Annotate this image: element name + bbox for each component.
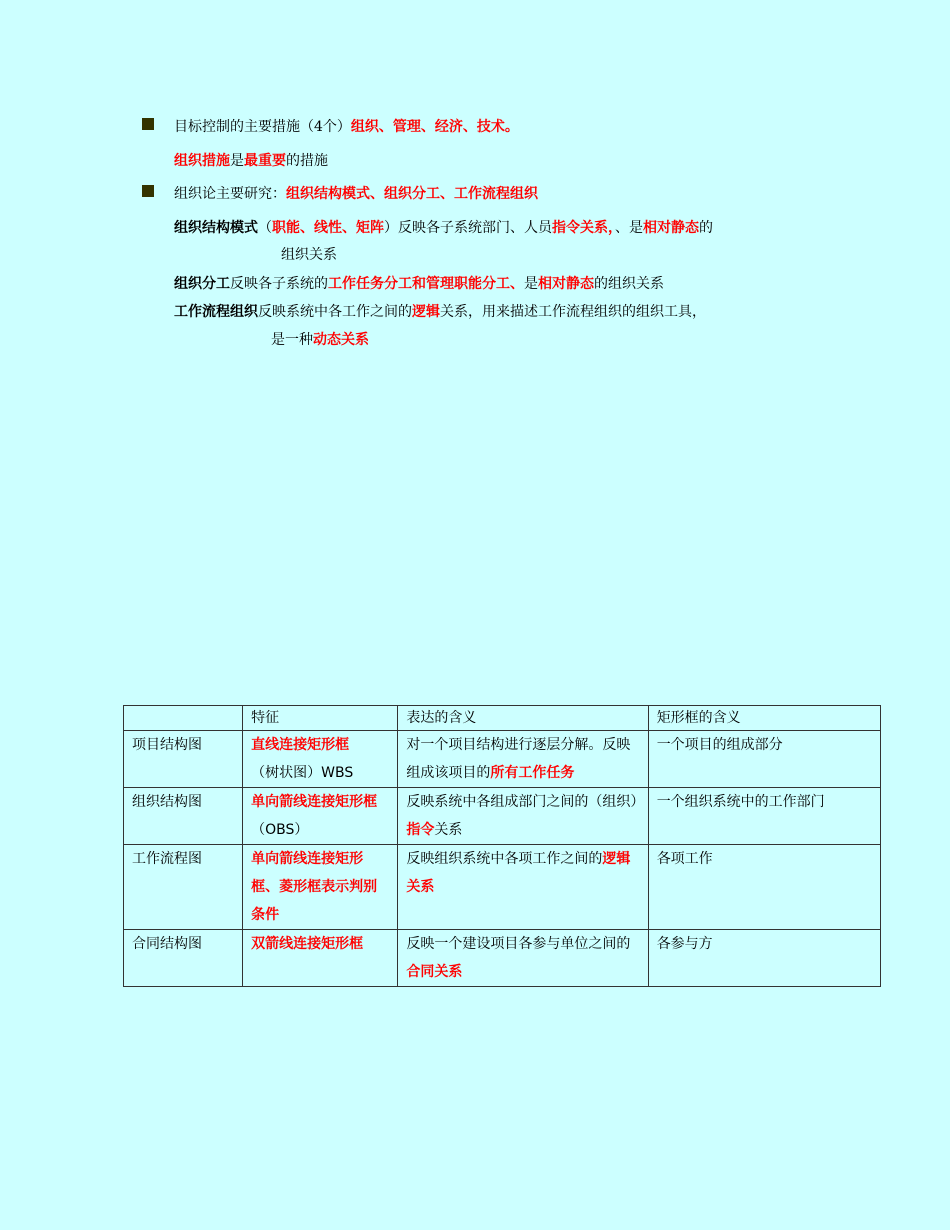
- paren-close: ）: [384, 220, 398, 236]
- row-feature: [243, 731, 398, 788]
- structure-mode-text3: 的: [699, 220, 713, 236]
- row-box: 一个组织系统中的工作部门: [648, 788, 880, 845]
- feature-red: 双箭线连接矩形框: [251, 936, 364, 952]
- feature-text: （OBS）: [251, 822, 309, 838]
- row-feature: [243, 788, 398, 845]
- workflow-cont-text: 是一种: [271, 332, 313, 348]
- measures-items: 组织、管理、经济、技术。: [350, 119, 519, 135]
- most-important: 最重要: [244, 153, 286, 169]
- row-name: 项目结构图: [124, 731, 243, 788]
- key-measure-tail: 的措施: [286, 153, 328, 169]
- meaning-tail: 关系: [434, 822, 463, 838]
- table-header-cell: 表达的含义: [398, 706, 648, 731]
- table-header-cell: 矩形框的含义: [648, 706, 880, 731]
- key-measure: 组织措施: [174, 153, 230, 169]
- row-name: 合同结构图: [124, 930, 243, 987]
- workflow-line: [174, 302, 706, 322]
- feature-text: （树状图）WBS: [251, 765, 354, 781]
- dynamic-relation: 动态关系: [313, 332, 369, 348]
- structure-mode-cont: [281, 245, 337, 265]
- row-meaning: [398, 845, 648, 930]
- table-header-row: [124, 706, 881, 731]
- structure-mode-label: 组织结构模式: [174, 220, 258, 236]
- row-box: 一个项目的组成部分: [648, 731, 880, 788]
- row-name: 工作流程图: [124, 845, 243, 930]
- division-label: 组织分工: [174, 276, 230, 292]
- theory-prefix: 组织论主要研究：: [174, 186, 286, 202]
- structure-mode-text2: 、是: [615, 220, 643, 236]
- command-relation: 指令关系，: [552, 220, 615, 236]
- row-box: 各项工作: [648, 845, 880, 930]
- relatively-static: 相对静态: [643, 220, 699, 236]
- workflow-logic: 逻辑: [412, 304, 440, 320]
- measures-prefix: 目标控制的主要措施（4个）: [174, 119, 351, 135]
- structure-types: 职能、线性、矩阵: [272, 220, 384, 236]
- bullet-square-icon: [142, 185, 154, 197]
- table-header-cell: 特征: [243, 706, 398, 731]
- table-row: [124, 731, 881, 788]
- meaning-text: 反映系统中各组成部门之间的（组织）: [406, 794, 645, 810]
- row-meaning: [398, 788, 648, 845]
- row-feature: [243, 930, 398, 987]
- key-measure-connector: 是: [230, 153, 244, 169]
- division-text1: 反映各子系统的: [230, 276, 328, 292]
- division-key: 工作任务分工和管理职能分工、: [328, 276, 524, 292]
- meaning-red: 逻辑关系: [406, 851, 631, 895]
- feature-red: 单向箭线连接矩形框、菱形框表示判别条件: [251, 851, 378, 923]
- theory-line: [174, 184, 538, 204]
- meaning-red: 所有工作任务: [490, 765, 575, 781]
- row-feature: [243, 845, 398, 930]
- workflow-cont: [271, 330, 369, 350]
- structure-mode-text1: 反映各子系统部门、人员: [398, 220, 552, 236]
- table-header-cell: [124, 706, 243, 731]
- meaning-text: 反映组织系统中各项工作之间的: [406, 851, 603, 867]
- measures-line: [174, 117, 519, 137]
- table-row: [124, 788, 881, 845]
- division-text3: 的组织关系: [594, 276, 664, 292]
- workflow-text1: 反映系统中各工作之间的: [258, 304, 412, 320]
- bullet-square-icon: [142, 118, 154, 130]
- row-box: 各参与方: [648, 930, 880, 987]
- meaning-text: 对一个项目结构进行逐层分解。反映组成该项目的: [406, 737, 631, 781]
- structure-mode-cont-text: 组织关系: [281, 247, 337, 263]
- division-line: [174, 274, 664, 294]
- structure-mode-line: [174, 218, 713, 238]
- row-name: 组织结构图: [124, 788, 243, 845]
- division-text2: 是: [524, 276, 538, 292]
- workflow-text2: 关系，用来描述工作流程组织的组织工具，: [440, 304, 706, 320]
- theory-items: 组织结构模式、组织分工、工作流程组织: [286, 186, 538, 202]
- measures-key-line: [174, 151, 328, 171]
- feature-red: 直线连接矩形框: [251, 737, 350, 753]
- meaning-red: 指令: [406, 822, 435, 838]
- paren-open: （: [258, 220, 272, 236]
- meaning-red: 合同关系: [406, 964, 463, 980]
- division-static: 相对静态: [538, 276, 594, 292]
- meaning-text: 反映一个建设项目各参与单位之间的: [406, 936, 631, 952]
- row-meaning: [398, 930, 648, 987]
- chart-comparison-table: [123, 705, 881, 987]
- feature-red: 单向箭线连接矩形框: [251, 794, 378, 810]
- table-row: [124, 845, 881, 930]
- row-meaning: [398, 731, 648, 788]
- table-row: [124, 930, 881, 987]
- workflow-label: 工作流程组织: [174, 304, 258, 320]
